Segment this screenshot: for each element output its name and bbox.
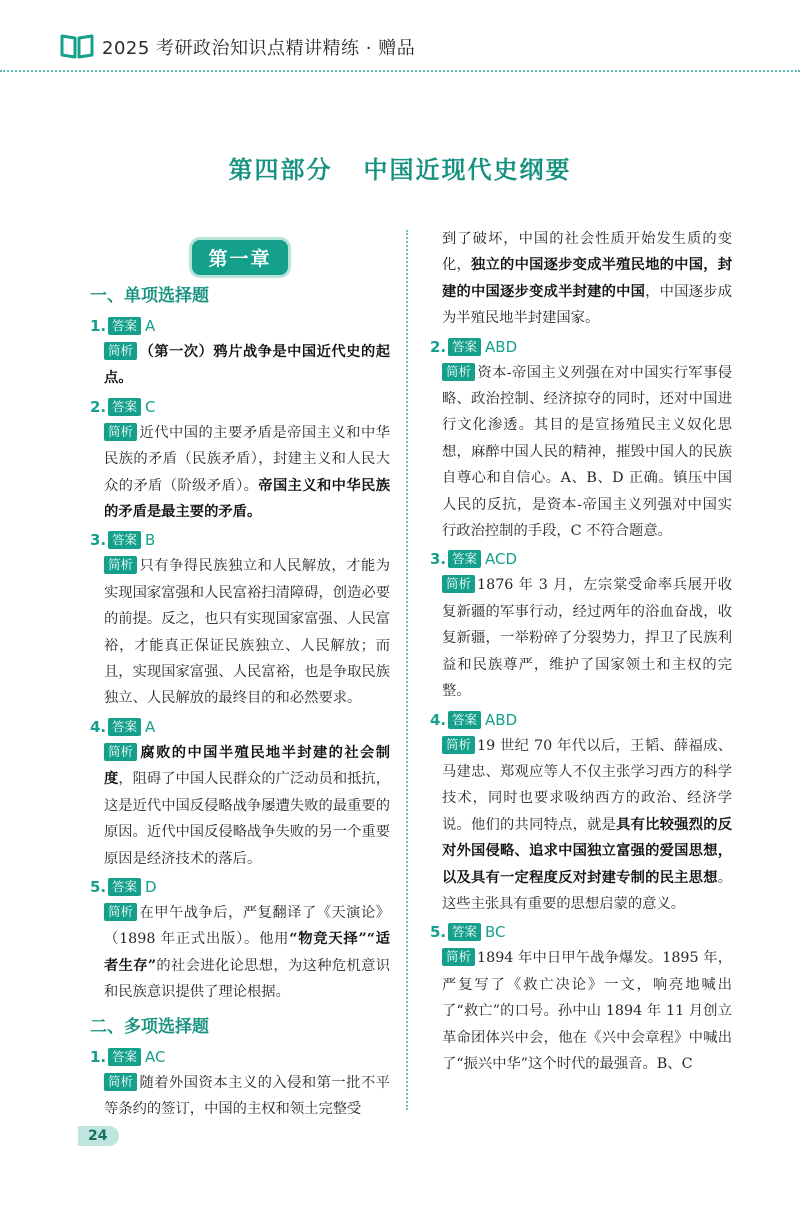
analysis-body: 1876 年 3 月，左宗棠受命率兵展开收复新疆的军事行动，经过两年的浴血奋战，收复新疆，一举粉碎了分裂势力，捍卫了民族利益和民族尊严，维护了国家领土和主权的完整。 [442, 577, 732, 700]
analysis-text [104, 420, 390, 526]
analysis-emphasis: “物竞天择”“适者生存” [104, 931, 391, 974]
analysis-tag: 简析 [104, 556, 137, 574]
analysis-tag: 简析 [104, 743, 137, 761]
answer-value: ACD [485, 550, 518, 569]
question-item [90, 394, 390, 526]
question-item [430, 707, 732, 918]
analysis-body-end: 。这些主张具有重要的思想启蒙的意义。 [442, 869, 732, 912]
analysis-text [442, 360, 732, 545]
answer-tag: 答案 [108, 1048, 141, 1066]
chapter-badge: 第一章 [192, 240, 287, 275]
answer-tag: 答案 [448, 338, 481, 356]
question-number: 1. [90, 317, 107, 335]
analysis-text [104, 553, 390, 711]
analysis-tag: 简析 [442, 363, 475, 381]
analysis-body: 只有争得民族独立和人民解放，才能为实现国家富强和人民富裕扫清障碍，创造必要的前提。反之，也只有实现国家富强、人民富裕，才能真正保证民族独立、人民解放；而且，实现国家富强、人民富裕，也是争取民族独立、人民解放的最终目的和必然要求。 [104, 558, 390, 707]
analysis-text [104, 740, 390, 872]
analysis-text [104, 339, 390, 392]
question-number: 3. [90, 531, 107, 550]
answer-value: ABD [485, 710, 518, 729]
analysis-text [442, 572, 732, 704]
analysis-body: 1894 年中日甲午战争爆发。1895 年，严复写了《救亡决论》一文，响亮地喊出了“救亡”的口号。孙中山 1894 年 11 月创立革命团体兴中会，他在《兴中会章程》中喊出了“振兴中华”这个时代的最强音。B、C [442, 950, 732, 1072]
question-item [430, 546, 732, 704]
answer-value: ABD [485, 337, 518, 356]
answer-tag: 答案 [448, 711, 481, 729]
answer-value: A [145, 317, 156, 335]
column-divider [406, 230, 408, 1110]
answer-value: B [145, 531, 156, 550]
analysis-text [104, 900, 390, 1006]
page-header [0, 0, 800, 78]
multi-choice-list [430, 334, 732, 1078]
continuation-end: ，中国逐步成为半殖民地半封建国家。 [442, 283, 733, 327]
question-number: 5. [90, 877, 107, 896]
answer-value: D [145, 877, 157, 896]
header-title: 2025 考研政治知识点精讲精练 · 赠品 [102, 38, 416, 59]
continuation-text: 到了破坏，中国的社会性质开始发生质的变化， [442, 231, 732, 274]
analysis-emphasis: （第一次）鸦片战争是中国近代史的起点。 [104, 344, 390, 387]
analysis-emphasis: 腐败的中国半殖民地半封建的社会制度 [104, 744, 390, 788]
analysis-body: 近代中国的主要矛盾是帝国主义和中华民族的矛盾（民族矛盾），封建主义和人民大众的矛盾（阶级矛盾）。 [104, 424, 390, 494]
analysis-body-end: 的社会进化论思想，为这种危机意识和民族意识提供了理论根据。 [104, 957, 390, 1001]
answer-tag: 答案 [108, 718, 141, 736]
page-number: 24 [78, 1126, 119, 1146]
question-item [90, 1044, 390, 1123]
answer-value: AC [145, 1047, 166, 1066]
analysis-text [442, 945, 732, 1077]
question-number: 4. [90, 717, 107, 736]
analysis-text [104, 1070, 390, 1123]
analysis-body: 资本-帝国主义列强在对中国实行军事侵略、政治控制、经济掠夺的同时，还对中国进行文化渗透。其目的是宣扬殖民主义奴化思想，麻醉中国人民的精神，摧毁中国人的民族自尊心和自信心。A、B、D 正确。镇压中国人民的反抗，是资本-帝国主义列强对中国实行政治控制的手段，C 不符合题意。 [442, 364, 732, 540]
answer-tag: 答案 [108, 398, 141, 416]
analysis-tag: 简析 [442, 575, 475, 593]
analysis-tag: 简析 [442, 736, 475, 754]
answer-tag: 答案 [448, 550, 481, 568]
right-column [430, 226, 732, 1077]
question-item [90, 313, 390, 392]
part-title: 第四部分 中国近现代史纲要 [228, 156, 572, 184]
answer-tag: 答案 [108, 531, 141, 549]
analysis-text [442, 733, 732, 918]
answer-value: C [145, 397, 156, 416]
analysis-emphasis: 具有比较强烈的反对外国侵略、追求中国独立富强的爱国思想，以及具有一定程度反对封建专制的民主思想 [442, 816, 733, 886]
section-heading-multi: 二、多项选择题 [90, 1016, 209, 1037]
single-choice-list [90, 313, 390, 1006]
question-number: 2. [90, 397, 107, 416]
analysis-body: 在甲午战争后，严复翻译了《天演论》（1898 年正式出版）。他用 [104, 904, 390, 948]
analysis-tag: 简析 [104, 423, 137, 441]
analysis-emphasis: 帝国主义和中华民族的矛盾是最主要的矛盾。 [104, 477, 391, 521]
section-heading-single: 一、单项选择题 [90, 286, 209, 306]
question-item [430, 919, 732, 1077]
analysis-body: 随着外国资本主义的入侵和第一批不平等条约的签订，中国的主权和领土完整受 [104, 1074, 390, 1117]
continuation-emphasis: 独立的中国逐步变成半殖民地的中国，封建的中国逐步变成半封建的中国 [442, 257, 733, 300]
header-divider [0, 70, 800, 72]
question-number: 4. [430, 710, 447, 729]
question-number: 3. [430, 550, 447, 569]
analysis-tag: 简析 [104, 903, 137, 921]
answer-value: BC [485, 923, 506, 942]
analysis-continuation [442, 226, 732, 332]
analysis-tag: 简析 [442, 948, 475, 966]
answer-value: A [145, 717, 156, 736]
question-item [90, 874, 390, 1006]
left-column [90, 228, 390, 1122]
question-item [430, 334, 732, 545]
question-number: 1. [90, 1047, 107, 1066]
question-number: 2. [430, 337, 447, 356]
analysis-body-end: ，阻碍了中国人民群众的广泛动员和抵抗，这是近代中国反侵略战争屡遭失败的最重要的原因。近代中国反侵略战争失败的另一个重要原因是经济技术的落后。 [104, 771, 391, 867]
answer-tag: 答案 [108, 317, 141, 335]
analysis-tag: 简析 [104, 1073, 137, 1091]
question-number: 5. [430, 923, 447, 942]
analysis-body: 19 世纪 70 年代以后，王韬、薛福成、马建忠、郑观应等人不仅主张学习西方的科学技术，同时也要求吸纳西方的政治、经济学说。他们的共同特点，就是 [442, 737, 732, 833]
question-item [90, 527, 390, 711]
question-item [90, 714, 390, 872]
open-book-icon [60, 33, 94, 59]
answer-tag: 答案 [108, 878, 141, 896]
analysis-tag: 简析 [104, 342, 137, 360]
answer-tag: 答案 [448, 923, 481, 941]
